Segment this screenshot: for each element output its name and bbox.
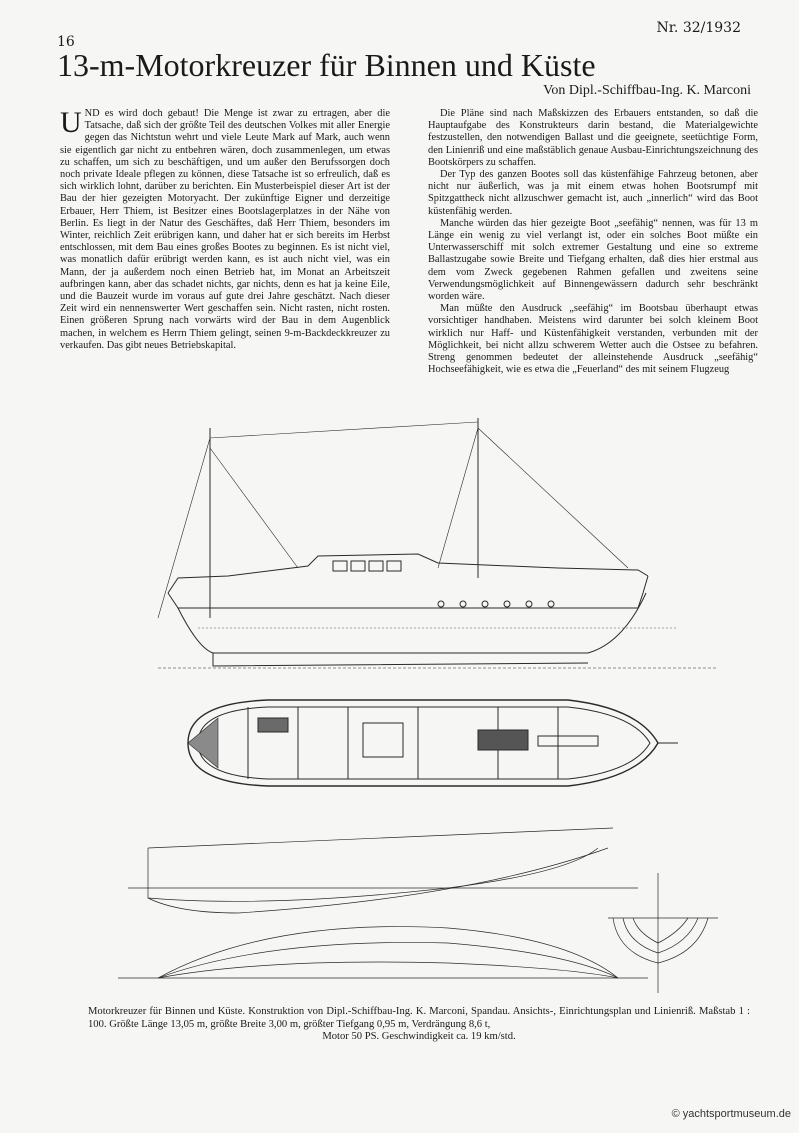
paragraph: Manche würden das hier gezeigte Boot „seefähig“ nennen, was für 13 m Länge ein wenig zu viel verlangt ist, oder ein solches Boot müßte ein Unterwasserschiff mit solch extremer Gestaltung und eine so extreme Ballastzugabe sowie Breite und Tiefgang erhalten, daß dies hier erstmal aus dem vom Zweck gegebenen Rahmen gefallen und zweitens seine Verwendungsmöglichkeit auf Binnengewässern dadurch sehr beschränkt worden wäre. [428,217,758,303]
paragraph: Man müßte den Ausdruck „seefähig“ im Bootsbau überhaupt etwas vorsichtiger handhaben. Meistens wird darunter bei solch kleinem Boot wirklich nur Haff- und Küstenfähigkeit verstanden, verbunden mit der Möglichkeit, bei nicht allzu schwerem Wetter auch die Ostsee zu befahren. Streng genommen bedeutet der alleinstehende Ausdruck „seefähig“ Hochseefähigkeit, wie es etwa die „Feuerland“ des mit seinem Flugzeug [428,303,758,376]
issue-number: Nr. 32/1932 [656,20,741,36]
drop-cap: U [60,106,82,139]
article-byline: Von Dipl.-Schiffbau-Ing. K. Marconi [543,83,751,98]
paragraph: Die Pläne sind nach Maßskizzen des Erbauers entstanden, so daß die Hauptaufgabe des Konstrukteurs darin bestand, die Materialgewichte festzustellen, den notwendigen Ballast und die geeignete, seetüchtige Form, den Linienriß und eine maßstäblich genaue Ausbau-Einrichtungszeichnung des Bootskörpers zu schaffen. [428,108,758,168]
article-column-2 [428,108,758,376]
plan-view-drawing [188,700,678,786]
caption-line-1: Motorkreuzer für Binnen und Küste. Konstruktion von Dipl.-Schiffbau-Ing. K. Marconi, Spandau. Ansichts-, Einrichtungsplan und Linienriß. Maßstab 1 : 100. Größte Länge 13,05 m, größte Breite 3,00 m, größter Tiefgang 0,95 m, Verdrängung 8,6 t, [88,1006,750,1030]
paragraph: Der Typ des ganzen Bootes soll das küstenfähige Fahrzeug betonen, aber nicht nur äußerlich, was ja mit einem etwas hohen Bootsrumpf mit Spitzgattheck nicht allzuschwer gemacht ist, auch „innerlich“ wird das Boot küstenfähig werden. [428,169,758,217]
lines-plan-drawing [118,828,718,993]
paragraph: UND es wird doch gebaut! Die Menge ist zwar zu ertragen, aber die Tatsache, daß sich der größte Teil des deutschen Volkes mit aller Energie gegen das Nichtstun wehrt und viele Leute Mark auf Mark, auch wenn sie eigentlich gar nicht zu entbehren wären, doch zusammenlegen, um etwas zu schaffen, um sich zu beschäftigen, und um außer den Berufssorgen doch noch private Ideale pflegen zu können, diese Tatsache ist so erfreulich, daß es sich wirklich lohnt, darüber zu berichten. Ein Musterbeispiel dieser Art ist der Bau der hier gezeigten Motoryacht. Der zukünftige Eigner und derzeitige Erbauer, Herr Thiem, ist Besitzer eines Bootslagerplatzes in der Nähe von Berlin. Es liegt in der Natur des Geschäftes, daß Herr Thiem, besonders im Winter, reichlich Zeit erübrigen kann, und daher hat er sich bereits im Herbst entschlossen, mit dem Bau eines großes Bootes zu beginnen. Es ist nicht viel, was monatlich dafür erübrigt werden kann, es ist auch nicht viel, was ein Mann, der ja außerdem noch einen Betrieb hat, im Monat an Arbeitszeit aufbringen kann, aber das schadet nichts, gar nichts, denn es hat ja keine Eile, und die Bauzeit wurde im voraus auf gute drei Jahre geschätzt. Nach dieser Zeit wird ein nennenswerter Wert geschaffen sein. Nicht rasten, nicht rosten. Einen größeren Sprung nach vorwärts wird der Bau in dem Augenblick machen, in welchem es Herrn Thiem gelingt, seinen 9-m-Backdeckkreuzer zu verkaufen. Das gibt neues Betriebskapital. [60,106,390,351]
article-column-1 [60,108,390,352]
copyright-watermark: © yachtsportmuseum.de [671,1108,791,1120]
caption-line-2: Motor 50 PS. Geschwindigkeit ca. 19 km/std. [322,1031,516,1043]
boat-drawings [118,418,778,1003]
side-elevation-drawing [158,418,718,668]
figure-caption [88,1006,750,1044]
page-number: 16 [57,34,75,50]
article-title: 13-m-Motorkreuzer für Binnen und Küste [57,47,596,83]
